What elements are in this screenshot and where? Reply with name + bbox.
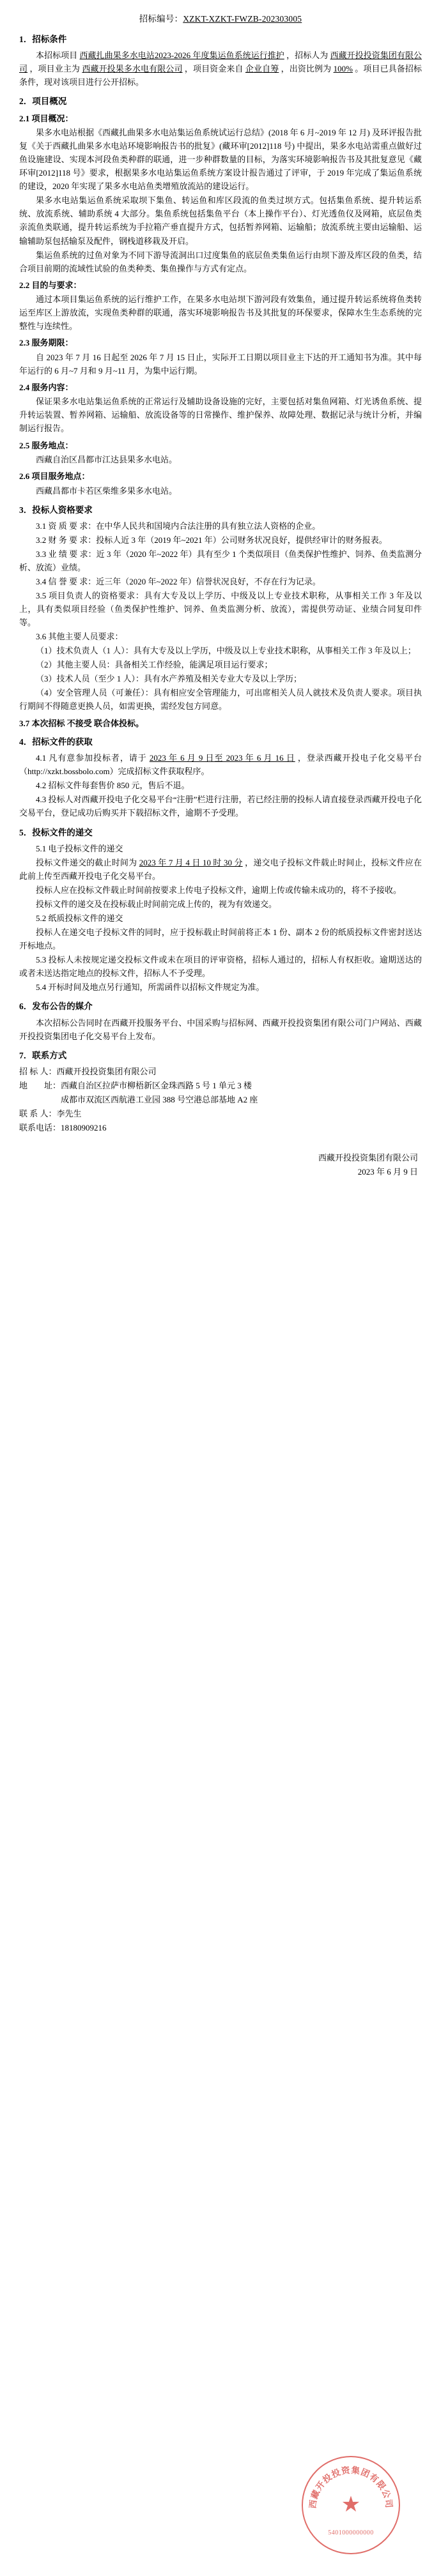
section-heading-2: 2．项目概况 — [19, 96, 67, 107]
subsection-2-3: 2.3 服务期限： — [19, 338, 74, 348]
section-5-2-1: 投标人在递交电子投标文件的同时，应于投标载止时间前将正本 1 份、副本 2 份的纸质投标文件密封送达开标地点。 — [19, 927, 422, 951]
section-heading-6: 6．发布公告的媒介 — [19, 1002, 93, 1012]
tender-number-value: XZKT-XZKT-FWZB-202303005 — [183, 14, 302, 24]
document-body — [0, 0, 441, 1205]
seal-star-icon: ★ — [341, 2493, 361, 2517]
contact-person: 联 系 人：李先生 — [19, 1109, 82, 1119]
section-3-6-4: （4）安全管理人员（可兼任）：具有相应安全管理能力，可出席相关人员人就技术及负责人要求。项目执行期间不得随意更换人员，如需更换，需经发包方同意。 — [19, 688, 422, 712]
section-4-1: 4.1 凡有意参加投标者，请于 2023 年 6 月 9 日至 2023 年 6 月 16 日 ，登录西藏开投电子化交易平台（http://xzkt.bossbolo.com）完成招标文件获取程序。 — [19, 753, 422, 777]
section-3-6: 3.6 其他主要人员要求： — [36, 632, 123, 642]
section-2-1-para-2: 果多水电站集运鱼系统采取坝下集鱼、转运鱼和库区段流的鱼类过坝方式。包括集鱼系统、提升转运系统、放流系统、辅助系统 4 大部分。集鱼系统包括集鱼平台（本上操作平台）、灯光透鱼仪及网箱，底层鱼类亲流鱼类联通，提升转运系统为手拉箱产垂直提升方式，包括暂养网箱、运输船；放流系统主要由运输船、运输辅助泵包括输泵及配件，钢栈道移栽及开启。 — [19, 195, 422, 246]
subsection-2-5: 2.5 服务地点： — [19, 440, 74, 450]
seal-arc-text — [303, 2457, 399, 2553]
contact-address-2: 成都市双流区西航港工业园 388 号空港总部基地 A2 座 — [19, 1094, 258, 1104]
section-heading-4: 4．招标文件的获取 — [19, 737, 93, 747]
section-5-3: 5.3 投标人未按规定递交投标文件或未在项目的评审资格，招标人通过的，招标人有权拒收。逾期送达的或者未送达指定地点的投标文件，招标人不予受理。 — [19, 955, 422, 979]
subsection-2-2: 2.2 目的与要求： — [19, 280, 82, 290]
section-2-6-para-1: 西藏昌都市卡若区柴维多果多水电站。 — [36, 485, 178, 496]
section-5-1-3: 投标文件的递交及在投标载止时间前完成上传的，视为有效递交。 — [36, 899, 277, 909]
section-3-5: 3.5 项目负责人的资格要求：具有大专及以上学历、中级及以上专业技术职称，从事相关工作 3 年及以上，具有类似项目经验（鱼类保护性维护、饲养、鱼类监测分析、放流），需提供劳动证、业绩合同复印件等。 — [19, 591, 422, 628]
tender-number-line — [19, 11, 422, 24]
section-1-para-1: 本招标项目 西藏扎曲果多水电站2023-2026 年度集运鱼系统运行推护 ，招标人为 西藏开投投资集团有限公司 ，项目业主为 西藏开投果多水电有限公司 ，项目资金来自 企业自筹 ，出资比例为 100% 。项目已具备招标条件，现对该项目进行公开招标。 — [19, 50, 422, 88]
signature-block — [19, 1151, 422, 1179]
signature-org: 西藏开投投资集团有限公司 — [318, 1153, 418, 1163]
contact-phone: 联系电话：18180909216 — [19, 1123, 107, 1133]
section-heading-7: 7．联系方式 — [19, 1050, 67, 1060]
section-2-1-para-3: 集运鱼系统的过鱼对象为不同下游导流洞出口过度集鱼的底层鱼类集鱼运行由坝下游及库区段的鱼类，结合项目前期的流域性试验的鱼类种类、集鱼操作与方式有定点。 — [19, 250, 422, 273]
subsection-2-4: 2.4 服务内容： — [19, 382, 74, 392]
section-3-3: 3.3 业 绩 要 求：近 3 年（2020 年~2022 年）具有至少 1 个类似项目（鱼类保护性维护、饲养、鱼类监测分析、放流）业绩。 — [19, 549, 422, 573]
section-5-2: 5.2 纸质投标文件的递交 — [36, 913, 123, 923]
section-3-1: 3.1 资 质 要 求：在中华人民共和国境内合法注册的具有独立法人资格的企业。 — [36, 521, 321, 531]
subsection-3-7: 3.7 本次招标 不接受 联合体投标。 — [19, 718, 144, 728]
section-3-6-3: （3）技术人员（至少 1 人）：具有水产养殖及相关专业大专及以上学历； — [36, 674, 302, 684]
contact-address: 地 址：西藏自治区拉萨市柳梧新区金珠西路 5 号 1 单元 3 楼 — [19, 1080, 252, 1090]
section-3-6-2: （2）其他主要人员：具备相关工作经验，能满足项目运行要求； — [36, 660, 273, 670]
section-4-2: 4.2 招标文件每套售价 850 元，售后不退。 — [36, 781, 190, 791]
section-5-4: 5.4 开标时间及地点另行通知，所需函件以招标文件规定为准。 — [36, 982, 265, 993]
seal-bottom-text: 5401000000000 — [328, 2529, 374, 2536]
section-5-1: 5.1 电子投标文件的递交 — [36, 843, 123, 853]
section-5-1-1: 投标文件递交的截止时间为 2023 年 7 月 4 日 10 时 30 分 ，递交电子投标文件载止时间止，投标文件应在此前上传至西藏开投电子化交易平台。 — [19, 857, 422, 881]
signature-date: 2023 年 6 月 9 日 — [357, 1167, 418, 1177]
section-3-2: 3.2 财 务 要 求：投标人近 3 年（2019 年~2021 年）公司财务状况良好，提供经审计的财务报表。 — [36, 535, 387, 545]
svg-text:西藏开投投资集团有限公司: 西藏开投投资集团有限公司 — [307, 2465, 394, 2510]
section-heading-5: 5．投标文件的递交 — [19, 827, 93, 837]
tender-number-label: 招标编号： — [139, 14, 183, 24]
section-3-4: 3.4 信 誉 要 求：近三年（2020 年~2022 年）信誉状况良好，不存在行为记录。 — [36, 577, 321, 587]
section-2-3-para-1: 自 2023 年 7 月 16 日起至 2026 年 7 月 15 日止，实际开工日期以项目业主下达的开工通知书为准。其中每年运行的 6 月~7 月和 9 月~11 月，为集中运行期。 — [19, 352, 422, 376]
section-5-1-2: 投标人应在投标文件载止时间前按要求上传电子投标文件，逾期上传或传输未成功的，将不予接收。 — [36, 885, 402, 895]
section-heading-3: 3．投标人资格要求 — [19, 505, 93, 515]
subsection-2-6: 2.6 项目服务地点： — [19, 471, 90, 482]
contact-tenderer: 招 标 人：西藏开投投资集团有限公司 — [19, 1066, 157, 1076]
section-4-3: 4.3 投标人对西藏开投电子化交易平台“注册”栏进行注册，若已经注册的投标人请直接登录西藏开投电子化交易平台，登记成功后购买并下载招标文件，逾期不予受理。 — [19, 795, 422, 818]
section-6-1: 本次招标公告同时在西藏开投服务平台、中国采购与招标网、西藏开投投资集团有限公司门户网站、西藏开投投资集团电子化交易平台上发布。 — [19, 1017, 422, 1041]
section-2-1-para-1: 果多水电站根据《西藏扎曲果多水电站集运鱼系统试运行总结》(2018 年 6 月~2019 年 12 月) 及环评报告批复《关于西藏扎曲果多水电站环境影响报告书的批复》(藏环审[2012]118 号) 中提出，果多水电站需重点做好过鱼设施建设、实现本河段鱼类种群的联通，进一步种群数量的目标，为落实环境影响报告书及其批复意见《藏环审[2012]118 号》要求，根据果多水电站集运鱼系统方案设计报告通过了评审，于 2019 年完成了集运鱼系统的建设，2020 年实现了果多水电站鱼类增殖放流站的建设运行。 — [19, 128, 422, 192]
section-2-4-para-1: 保证果多水电站集运鱼系统的正常运行及辅助设备设施的完好，主要包括对集鱼网箱、灯光诱鱼系统、提升转运装置、暂养网箱、运输船、放流设备等的日常操作、维护保养、故障处理、数据记录与统计分析，并编制运行报告。 — [19, 397, 422, 434]
section-3-6-1: （1）技术负责人（1 人）：具有大专及以上学历，中级及以上专业技术职称，从事相关工作 3 年及以上； — [36, 646, 416, 656]
section-2-5-para-1: 西藏自治区昌都市江达县果多水电站。 — [36, 455, 178, 465]
red-seal-stamp — [302, 2456, 400, 2554]
subsection-2-1: 2.1 项目概况： — [19, 113, 74, 123]
section-heading-1: 1．招标条件 — [19, 34, 67, 44]
section-2-2-para-1: 通过本项目集运鱼系统的运行维护工作，在果多水电站坝下游河段有效集鱼，通过提升转运系统将鱼类转运至库区上游放流，实现鱼类种群的联通，落实环境影响报告书及其批复的环保要求，保障水生生态系统的完整性与连续性。 — [19, 294, 422, 332]
